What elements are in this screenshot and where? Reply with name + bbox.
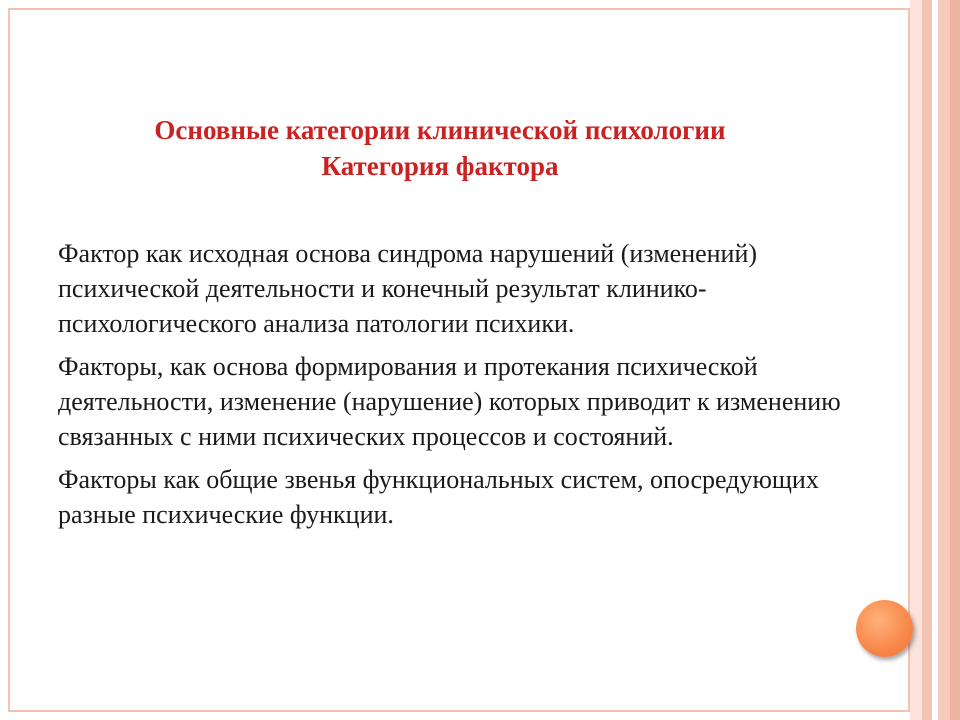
stripe bbox=[922, 0, 932, 720]
slide-body bbox=[58, 236, 848, 540]
stripe bbox=[910, 0, 922, 720]
stripe bbox=[950, 0, 960, 720]
paragraph-factors-links: Факторы как общие звенья функциональных систем, опосредующих разные психические функции. bbox=[58, 465, 819, 529]
decorative-orange-circle bbox=[856, 600, 913, 657]
paragraph-factor-basis: Фактор как исходная основа синдрома нарушений (изменений) психической деятельности и конечный результат клинико-психологического анализа патологии психики. bbox=[58, 239, 758, 338]
stripe bbox=[938, 0, 950, 720]
decorative-side-stripes bbox=[910, 0, 960, 720]
paragraph-factors-foundation: Факторы, как основа формирования и протекания психической деятельности, изменение (нарушение) которых приводит к изменению связанных с ними психических процессов и состояний. bbox=[58, 352, 841, 451]
slide-title: Основные категории клинической психологии Категория фактора bbox=[154, 115, 726, 181]
